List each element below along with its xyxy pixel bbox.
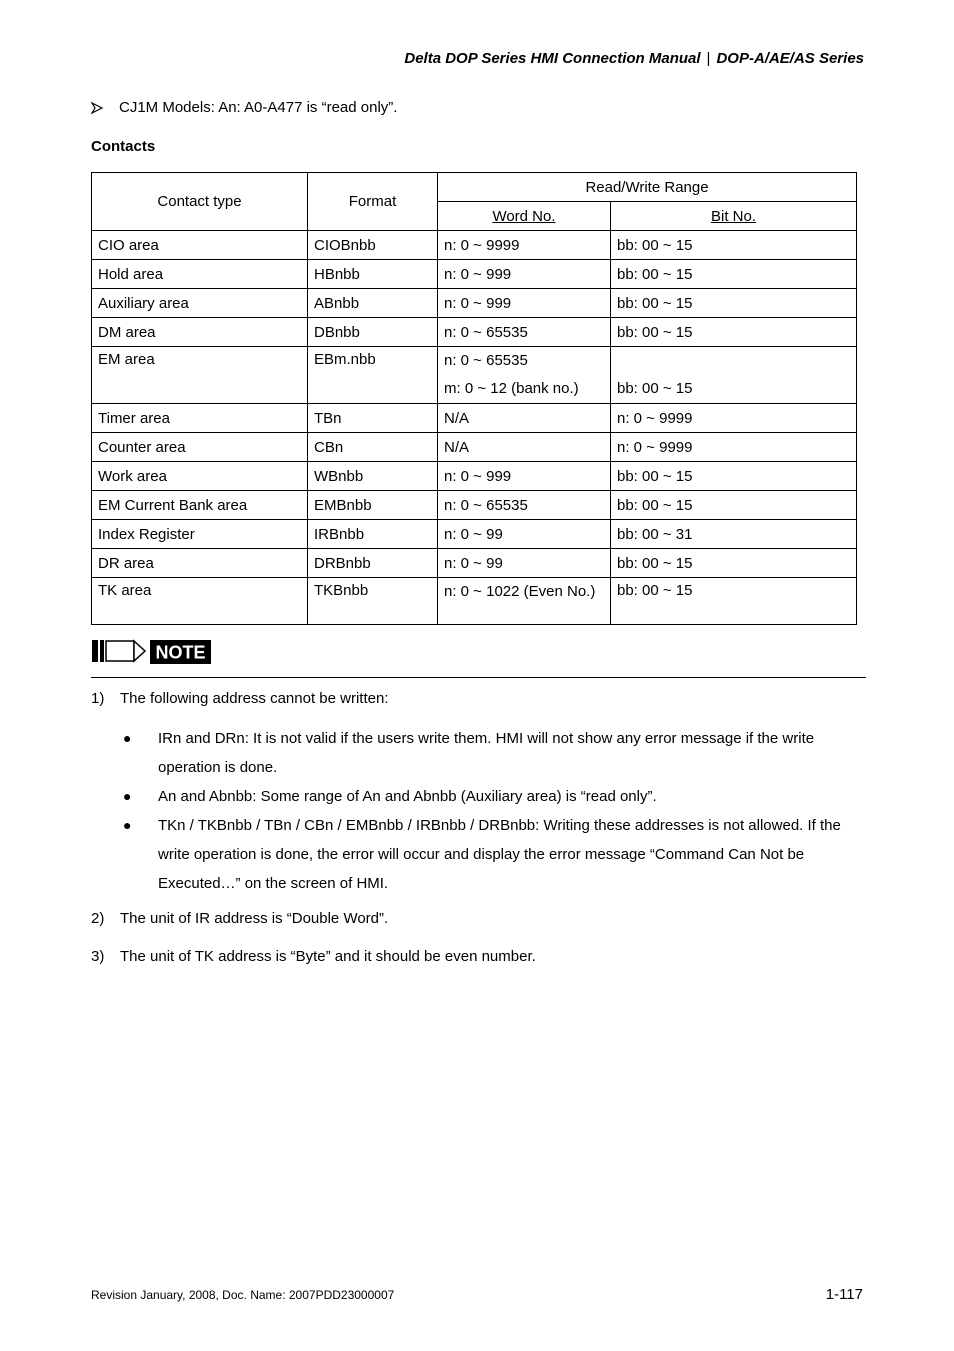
cell-type: Auxiliary area bbox=[92, 289, 308, 318]
table-row bbox=[92, 404, 857, 433]
cell-format: CIOBnbb bbox=[308, 231, 438, 260]
cell-bit: bb: 00 ~ 15 bbox=[611, 491, 857, 520]
header-separator: | bbox=[706, 50, 711, 67]
note-item-number: 3) bbox=[91, 948, 105, 965]
cell-bit: n: 0 ~ 9999 bbox=[611, 404, 857, 433]
cell-bit: bb: 00 ~ 15 bbox=[611, 260, 857, 289]
cell-type: CIO area bbox=[92, 231, 308, 260]
note-bullet-text: An and Abnbb: Some range of An and Abnbb (Auxiliary area) is “read only”. bbox=[158, 788, 657, 805]
note-bullet bbox=[123, 811, 866, 898]
cell-type: DR area bbox=[92, 549, 308, 578]
table-row bbox=[92, 462, 857, 491]
cell-bit bbox=[611, 347, 857, 404]
note-item bbox=[91, 908, 866, 930]
note-bullet-text: IRn and DRn: It is not valid if the users write them. HMI will not show any error message if the write operation is done. bbox=[158, 730, 815, 776]
note-bullet bbox=[123, 782, 866, 811]
cell-word bbox=[438, 347, 611, 404]
bullet-dot-icon: ● bbox=[123, 730, 132, 746]
cell-word: n: 0 ~ 9999 bbox=[438, 231, 611, 260]
contacts-table bbox=[91, 172, 857, 625]
cell-format: DBnbb bbox=[308, 318, 438, 347]
cell-format: EMBnbb bbox=[308, 491, 438, 520]
cell-word: N/A bbox=[438, 433, 611, 462]
cell-word: n: 0 ~ 99 bbox=[438, 520, 611, 549]
cell-type: TK area bbox=[92, 578, 308, 625]
cell-word: n: 0 ~ 999 bbox=[438, 462, 611, 491]
series-title: DOP-A/AE/AS Series bbox=[716, 50, 864, 67]
note-item bbox=[91, 946, 866, 968]
cell-bit: bb: 00 ~ 31 bbox=[611, 520, 857, 549]
note-banner bbox=[91, 637, 866, 678]
note-icon bbox=[91, 637, 213, 667]
table-row bbox=[92, 491, 857, 520]
section-title: Contacts bbox=[91, 138, 156, 155]
arrow-bullet-icon bbox=[91, 102, 103, 114]
intro-text: CJ1M Models: An: A0-A477 is “read only”. bbox=[119, 99, 398, 116]
page-number: 1-117 bbox=[825, 1286, 863, 1303]
cell-word: n: 0 ~ 65535 bbox=[438, 491, 611, 520]
cell-word: n: 0 ~ 999 bbox=[438, 260, 611, 289]
header-word-no: Word No. bbox=[438, 202, 611, 231]
cell-word-line2: m: 0 ~ 12 (bank no.) bbox=[444, 380, 579, 397]
note-item-number: 2) bbox=[91, 910, 105, 927]
cell-bit: bb: 00 ~ 15 bbox=[611, 318, 857, 347]
cell-type: EM area bbox=[92, 347, 308, 404]
cell-word: n: 0 ~ 65535 bbox=[438, 318, 611, 347]
cell-word: n: 0 ~ 999 bbox=[438, 289, 611, 318]
cell-format: HBnbb bbox=[308, 260, 438, 289]
cell-bit: bb: 00 ~ 15 bbox=[611, 231, 857, 260]
cell-type: Work area bbox=[92, 462, 308, 491]
bullet-dot-icon: ● bbox=[123, 817, 132, 833]
table-row bbox=[92, 260, 857, 289]
cell-type: EM Current Bank area bbox=[92, 491, 308, 520]
cell-word: n: 0 ~ 1022 (Even No.) bbox=[438, 578, 611, 625]
cell-type: DM area bbox=[92, 318, 308, 347]
cell-type: Hold area bbox=[92, 260, 308, 289]
cell-format: IRBnbb bbox=[308, 520, 438, 549]
cell-type: Counter area bbox=[92, 433, 308, 462]
cell-type: Index Register bbox=[92, 520, 308, 549]
table-row bbox=[92, 318, 857, 347]
cell-type: Timer area bbox=[92, 404, 308, 433]
table-row bbox=[92, 231, 857, 260]
header-rw-range: Read/Write Range bbox=[438, 173, 857, 202]
note-item bbox=[91, 688, 866, 710]
cell-format: WBnbb bbox=[308, 462, 438, 491]
cell-format: CBn bbox=[308, 433, 438, 462]
cell-word-line1: n: 0 ~ 65535 bbox=[444, 352, 528, 369]
note-list bbox=[91, 688, 866, 968]
intro-bullet bbox=[91, 99, 397, 116]
table-row bbox=[92, 347, 857, 404]
cell-bit: bb: 00 ~ 15 bbox=[611, 462, 857, 491]
cell-bit: bb: 00 ~ 15 bbox=[611, 549, 857, 578]
cell-bit-value: bb: 00 ~ 15 bbox=[617, 380, 693, 397]
note-label: NOTE bbox=[155, 642, 206, 663]
note-bullet-text: TKn / TKBnbb / TBn / CBn / EMBnbb / IRBnbb / DRBnbb: Writing these addresses is not allowed. If the write operation is done, the error will occur and display the error message “Command Can Not be Executed…” on the screen of HMI. bbox=[158, 817, 841, 892]
note-item-text: The unit of TK address is “Byte” and it should be even number. bbox=[120, 948, 536, 965]
cell-bit: bb: 00 ~ 15 bbox=[611, 578, 857, 625]
cell-format: TKBnbb bbox=[308, 578, 438, 625]
footer-revision: Revision January, 2008, Doc. Name: 2007PDD23000007 bbox=[91, 1288, 395, 1302]
table-row bbox=[92, 289, 857, 318]
note-item-text: The unit of IR address is “Double Word”. bbox=[120, 910, 389, 927]
cell-format: ABnbb bbox=[308, 289, 438, 318]
note-item-text: The following address cannot be written: bbox=[120, 690, 389, 707]
note-bullets bbox=[123, 724, 866, 898]
note-item-number: 1) bbox=[91, 690, 105, 707]
page-header bbox=[404, 50, 864, 67]
table-row bbox=[92, 549, 857, 578]
header-format: Format bbox=[308, 173, 438, 231]
cell-bit: bb: 00 ~ 15 bbox=[611, 289, 857, 318]
table-row bbox=[92, 520, 857, 549]
cell-format: TBn bbox=[308, 404, 438, 433]
header-bit-no: Bit No. bbox=[611, 202, 857, 231]
bullet-dot-icon: ● bbox=[123, 788, 132, 804]
manual-title: Delta DOP Series HMI Connection Manual bbox=[404, 50, 701, 67]
header-contact-type: Contact type bbox=[92, 173, 308, 231]
cell-format: DRBnbb bbox=[308, 549, 438, 578]
cell-word: N/A bbox=[438, 404, 611, 433]
note-bullet bbox=[123, 724, 866, 782]
cell-format: EBm.nbb bbox=[308, 347, 438, 404]
table-row bbox=[92, 433, 857, 462]
cell-word: n: 0 ~ 99 bbox=[438, 549, 611, 578]
cell-bit: n: 0 ~ 9999 bbox=[611, 433, 857, 462]
table-row bbox=[92, 578, 857, 625]
